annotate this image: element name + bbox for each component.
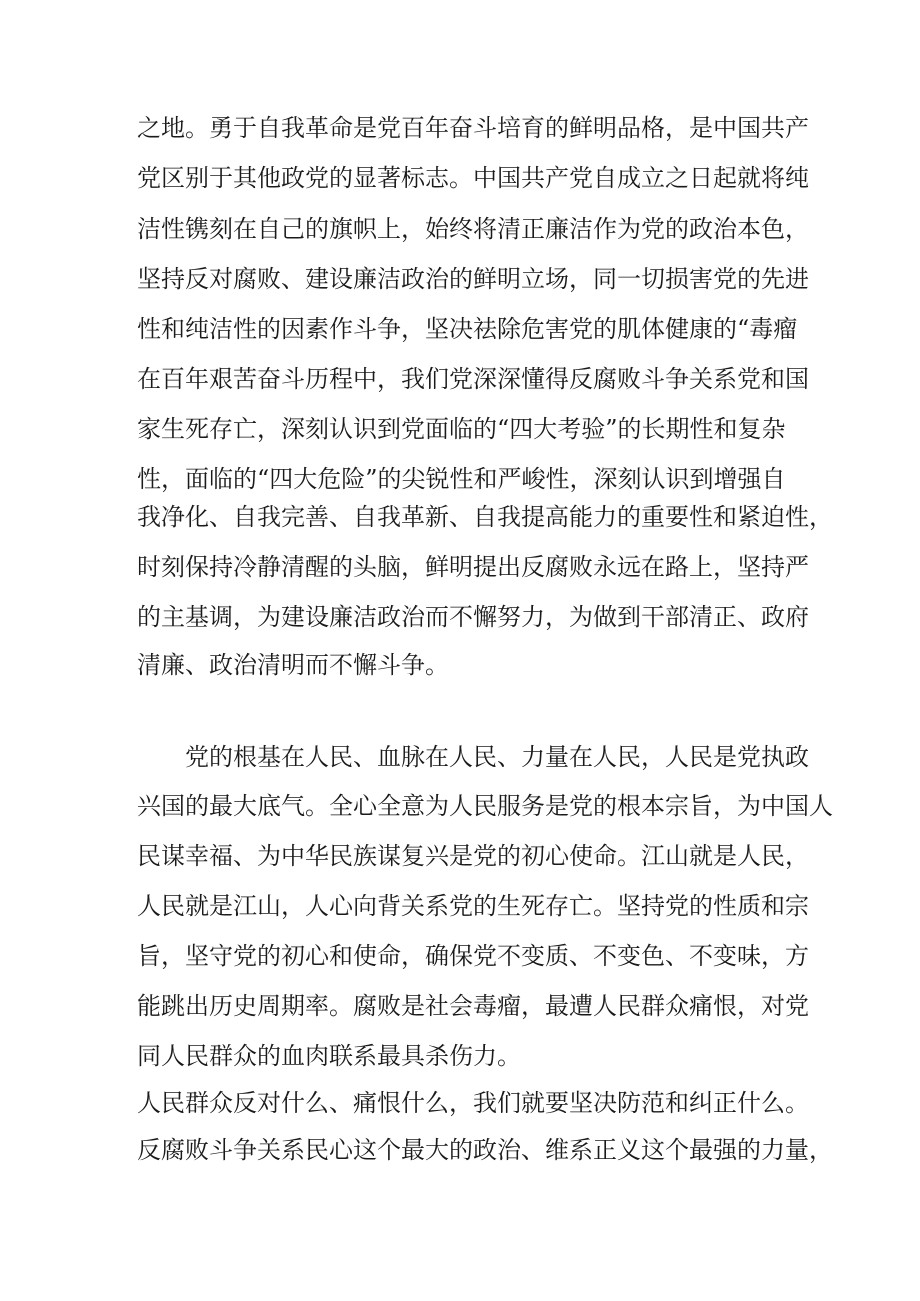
- text-line: 时刻保持冷静清醒的头脑，鲜明提出反腐败永远在路上，坚持严: [137, 553, 809, 581]
- text-line: 家生死存亡，深刻认识到党面临的“四大考验”的长期性和复杂: [137, 415, 786, 443]
- text-line: 党区别于其他政党的显著标志。中国共产党自成立之日起就将纯: [137, 164, 809, 192]
- text-line: 性和纯洁性的因素作斗争，坚决祛除危害党的肌体健康的“毒瘤: [137, 315, 798, 343]
- text-line: 兴国的最大底气。全心全意为人民服务是党的根本宗旨，为中国人: [137, 792, 833, 820]
- text-line: 人民群众反对什么、痛恨什么，我们就要坚决防范和纠正什么。: [137, 1089, 809, 1117]
- text-line: 能跳出历史周期率。腐败是社会毒瘤，最遭人民群众痛恨，对党: [137, 992, 809, 1020]
- text-line: 旨，坚守党的初心和使命，确保党不变质、不变色、不变味，方: [137, 942, 809, 970]
- text-line: 的主基调，为建设廉洁政治而不懈努力，为做到干部清正、政府: [137, 603, 809, 631]
- text-line: 坚持反对腐败、建设廉洁政治的鲜明立场，同一切损害党的先进: [137, 265, 809, 293]
- text-line: 性，面临的“四大危险”的尖锐性和严峻性，深刻认识到增强自: [137, 465, 786, 493]
- text-line: 人民就是江山，人心向背关系党的生死存亡。坚持党的性质和宗: [137, 892, 809, 920]
- text-line: 之地。勇于自我革命是党百年奋斗培育的鲜明品格，是中国共产: [137, 114, 809, 142]
- text-line: 反腐败斗争关系民心这个最大的政治、维系正义这个最强的力量，: [137, 1136, 833, 1164]
- text-line: 党的根基在人民、血脉在人民、力量在人民，人民是党执政: [185, 743, 809, 771]
- text-line: 民谋幸福、为中华民族谋复兴是党的初心使命。江山就是人民，: [137, 842, 809, 870]
- text-line: 洁性镌刻在自己的旗帜上，始终将清正廉洁作为党的政治本色，: [137, 215, 809, 243]
- text-line: 同人民群众的血肉联系最具杀伤力。: [137, 1042, 521, 1070]
- text-line: 在百年艰苦奋斗历程中，我们党深深懂得反腐败斗争关系党和国: [137, 365, 809, 393]
- text-line: 我净化、自我完善、自我革新、自我提高能力的重要性和紧迫性，: [137, 503, 833, 531]
- text-line: 清廉、政治清明而不懈斗争。: [137, 651, 449, 679]
